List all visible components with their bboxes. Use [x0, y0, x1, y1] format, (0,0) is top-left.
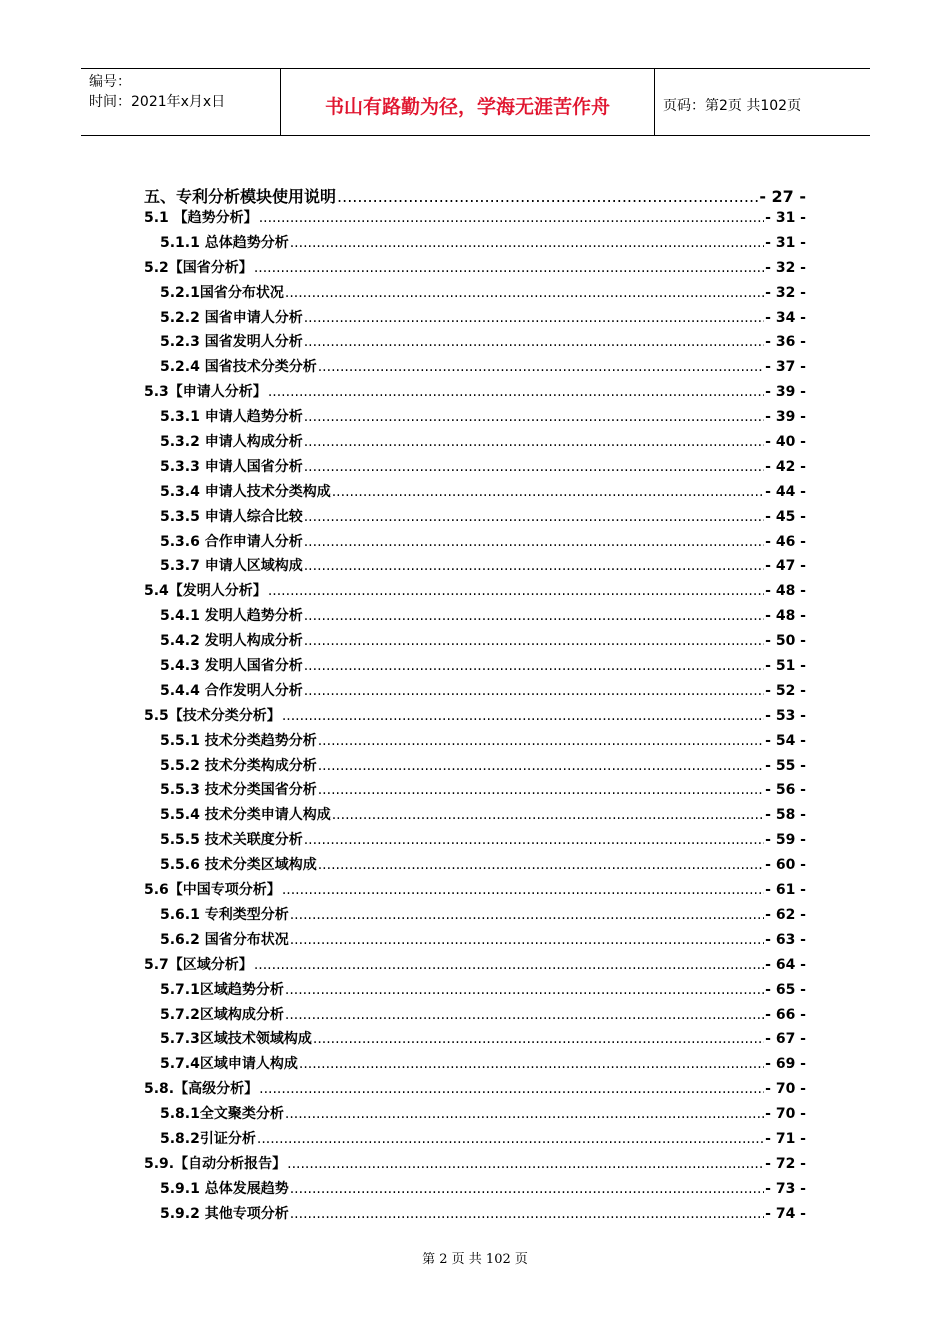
toc-entry-page: - 32 -	[765, 259, 806, 276]
toc-dot-leader	[282, 708, 764, 724]
toc-entry-page: - 61 -	[765, 882, 806, 899]
toc-entry-page: - 63 -	[765, 931, 806, 948]
toc-dot-leader	[304, 683, 764, 699]
toc-dot-leader	[304, 509, 764, 525]
toc-entry-title: 5.6.2 国省分布状况	[160, 931, 289, 948]
toc-dot-leader	[313, 1031, 764, 1047]
toc-entry-page: - 40 -	[765, 434, 806, 451]
toc-entry[interactable]	[144, 431, 806, 456]
toc-entry-page: - 34 -	[765, 309, 806, 326]
toc-entry[interactable]	[144, 1178, 806, 1203]
toc-dot-leader	[318, 782, 764, 798]
table-of-contents	[144, 184, 806, 1228]
toc-dot-leader	[337, 187, 758, 206]
toc-dot-leader	[304, 832, 764, 848]
toc-entry[interactable]	[144, 904, 806, 929]
toc-entry-title: 5.3.2 申请人构成分析	[160, 434, 303, 451]
toc-entry-title: 5.8.1全文聚类分析	[160, 1106, 284, 1123]
toc-entry-page: - 47 -	[765, 558, 806, 575]
toc-entry-page: - 70 -	[765, 1106, 806, 1123]
toc-dot-leader	[304, 558, 764, 574]
toc-entry[interactable]	[144, 954, 806, 979]
toc-dot-leader	[268, 384, 764, 400]
toc-dot-leader	[259, 1081, 764, 1097]
toc-entry[interactable]	[144, 207, 806, 232]
toc-entry[interactable]	[144, 1004, 806, 1029]
toc-entry-title: 5.5【技术分类分析】	[144, 707, 281, 724]
toc-entry-page: - 39 -	[765, 384, 806, 401]
toc-entry-page: - 62 -	[765, 906, 806, 923]
toc-dot-leader	[304, 409, 764, 425]
toc-entry-title: 5.3.5 申请人综合比较	[160, 508, 303, 525]
toc-entry-page: - 54 -	[765, 732, 806, 749]
toc-entry-title: 5.3.4 申请人技术分类构成	[160, 483, 331, 500]
toc-entry-title: 5.4【发明人分析】	[144, 583, 267, 600]
toc-entry[interactable]	[144, 879, 806, 904]
toc-entry[interactable]	[144, 456, 806, 481]
toc-entry-page: - 65 -	[765, 981, 806, 998]
toc-entry-title: 5.4.3 发明人国省分析	[160, 658, 303, 675]
toc-dot-leader	[268, 583, 764, 599]
toc-entry-title: 5.5.3 技术分类国省分析	[160, 782, 317, 799]
toc-dot-leader	[254, 260, 764, 276]
toc-entry[interactable]	[144, 1128, 806, 1153]
toc-entry-page: - 52 -	[765, 682, 806, 699]
toc-entry[interactable]	[144, 356, 806, 381]
toc-entry-page: - 50 -	[765, 633, 806, 650]
toc-dot-leader	[304, 334, 764, 350]
toc-dot-leader	[332, 484, 764, 500]
toc-entry-page: - 73 -	[765, 1180, 806, 1197]
toc-dot-leader	[282, 882, 764, 898]
toc-dot-leader	[318, 733, 764, 749]
toc-dot-leader	[290, 1206, 764, 1222]
toc-entry[interactable]	[144, 555, 806, 580]
toc-dot-leader	[318, 359, 764, 375]
toc-entry[interactable]	[144, 755, 806, 780]
toc-entry[interactable]	[144, 829, 806, 854]
header-motto: 书山有路勤为径，学海无涯苦作舟	[281, 69, 655, 135]
toc-dot-leader	[290, 1181, 764, 1197]
toc-entry-page: - 56 -	[765, 782, 806, 799]
toc-entry-page: - 70 -	[765, 1081, 806, 1098]
header-page-info: 页码：第2页 共102页	[663, 98, 802, 114]
page-footer: 第 2 页 共 102 页	[422, 1252, 528, 1267]
toc-entry-title: 5.3.6 合作申请人分析	[160, 533, 303, 550]
toc-entry[interactable]	[144, 506, 806, 531]
toc-dot-leader	[304, 658, 764, 674]
toc-entry-title: 5.3【申请人分析】	[144, 384, 267, 401]
toc-entry-title: 5.4.2 发明人构成分析	[160, 633, 303, 650]
toc-entry-title: 5.9.【自动分析报告】	[144, 1155, 287, 1172]
toc-dot-leader	[304, 310, 764, 326]
toc-entry[interactable]	[144, 282, 806, 307]
toc-entry-title: 5.3.1 申请人趋势分析	[160, 409, 303, 426]
document-date: 时间：2021年x月x日	[89, 94, 226, 110]
toc-dot-leader	[304, 633, 764, 649]
toc-entry-title: 5.5.1 技术分类趋势分析	[160, 732, 317, 749]
toc-dot-leader	[285, 285, 764, 301]
toc-entry-title: 5.5.6 技术分类区域构成	[160, 857, 317, 874]
toc-entry[interactable]	[144, 307, 806, 332]
toc-dot-leader	[318, 857, 764, 873]
toc-entry[interactable]	[144, 531, 806, 556]
toc-entry[interactable]	[144, 381, 806, 406]
toc-dot-leader	[259, 210, 764, 226]
document-number-label: 编号：	[89, 74, 131, 90]
toc-entry[interactable]	[144, 580, 806, 605]
toc-entry-page: - 27 -	[759, 187, 806, 206]
toc-entry-title: 5.9.1 总体发展趋势	[160, 1180, 289, 1197]
toc-entry-title: 5.4.1 发明人趋势分析	[160, 608, 303, 625]
toc-entry-page: - 46 -	[765, 533, 806, 550]
toc-entry-title: 5.7.4区域申请人构成	[160, 1056, 298, 1073]
toc-dot-leader	[304, 608, 764, 624]
toc-dot-leader	[304, 459, 764, 475]
toc-entry-title: 5.2.1国省分布状况	[160, 284, 284, 301]
toc-entry-page: - 42 -	[765, 458, 806, 475]
toc-dot-leader	[257, 1131, 764, 1147]
toc-entry[interactable]	[144, 1103, 806, 1128]
toc-entry-title: 5.2.4 国省技术分类分析	[160, 359, 317, 376]
toc-entry[interactable]	[144, 705, 806, 730]
toc-entry[interactable]	[144, 854, 806, 879]
toc-entry-title: 5.4.4 合作发明人分析	[160, 682, 303, 699]
toc-entry-title: 五、专利分析模块使用说明	[144, 187, 337, 206]
toc-entry-title: 5.5.5 技术关联度分析	[160, 832, 303, 849]
toc-entry[interactable]	[144, 680, 806, 705]
toc-entry-title: 5.6.1 专利类型分析	[160, 906, 289, 923]
toc-entry-title: 5.7【区域分析】	[144, 956, 253, 973]
page-header	[81, 68, 870, 136]
toc-dot-leader	[304, 534, 764, 550]
toc-entry-page: - 48 -	[765, 608, 806, 625]
toc-entry[interactable]	[144, 1028, 806, 1053]
toc-entry-page: - 64 -	[765, 956, 806, 973]
toc-entry[interactable]	[144, 184, 806, 206]
toc-entry-page: - 32 -	[765, 284, 806, 301]
toc-entry-page: - 51 -	[765, 658, 806, 675]
toc-entry[interactable]	[144, 1203, 806, 1228]
header-left-cell	[81, 69, 281, 135]
toc-dot-leader	[254, 957, 764, 973]
toc-entry-title: 5.8.2引证分析	[160, 1130, 256, 1147]
toc-entry-page: - 74 -	[765, 1205, 806, 1222]
toc-entry[interactable]	[144, 331, 806, 356]
toc-entry-title: 5.7.2区域构成分析	[160, 1006, 284, 1023]
toc-entry[interactable]	[144, 804, 806, 829]
toc-entry[interactable]	[144, 605, 806, 630]
toc-entry[interactable]	[144, 630, 806, 655]
toc-entry-page: - 31 -	[765, 234, 806, 251]
toc-entry[interactable]	[144, 406, 806, 431]
toc-entry-title: 5.7.3区域技术领域构成	[160, 1031, 312, 1048]
toc-entry[interactable]	[144, 1053, 806, 1078]
toc-entry-page: - 39 -	[765, 409, 806, 426]
toc-entry-title: 5.6【中国专项分析】	[144, 882, 281, 899]
toc-entry[interactable]	[144, 232, 806, 257]
toc-entry-page: - 36 -	[765, 334, 806, 351]
toc-entry-title: 5.1 【趋势分析】	[144, 210, 258, 226]
toc-entry-title: 5.5.2 技术分类构成分析	[160, 757, 317, 774]
toc-entry-title: 5.2.2 国省申请人分析	[160, 309, 303, 326]
toc-entry-title: 5.1.1 总体趋势分析	[160, 234, 289, 251]
toc-entry-page: - 59 -	[765, 832, 806, 849]
toc-dot-leader	[299, 1056, 764, 1072]
toc-entry-page: - 53 -	[765, 707, 806, 724]
toc-entry-page: - 67 -	[765, 1031, 806, 1048]
toc-entry-title: 5.9.2 其他专项分析	[160, 1205, 289, 1222]
toc-dot-leader	[290, 907, 764, 923]
toc-dot-leader	[304, 434, 764, 450]
toc-entry-title: 5.2.3 国省发明人分析	[160, 334, 303, 351]
toc-entry-page: - 45 -	[765, 508, 806, 525]
toc-entry-page: - 71 -	[765, 1130, 806, 1147]
toc-entry-title: 5.5.4 技术分类申请人构成	[160, 807, 331, 824]
toc-dot-leader	[290, 932, 764, 948]
toc-entry-page: - 66 -	[765, 1006, 806, 1023]
toc-entry[interactable]	[144, 481, 806, 506]
toc-entry-page: - 44 -	[765, 483, 806, 500]
toc-dot-leader	[285, 1007, 764, 1023]
toc-dot-leader	[287, 1156, 764, 1172]
toc-entry-page: - 48 -	[765, 583, 806, 600]
toc-entry-page: - 72 -	[765, 1155, 806, 1172]
toc-entry-page: - 37 -	[765, 359, 806, 376]
toc-entry[interactable]	[144, 730, 806, 755]
toc-entry[interactable]	[144, 1153, 806, 1178]
toc-entry-title: 5.7.1区域趋势分析	[160, 981, 284, 998]
toc-entry-page: - 69 -	[765, 1056, 806, 1073]
toc-entry[interactable]	[144, 655, 806, 680]
toc-dot-leader	[332, 807, 764, 823]
toc-entry[interactable]	[144, 979, 806, 1004]
toc-entry[interactable]	[144, 779, 806, 804]
toc-dot-leader	[290, 235, 764, 251]
toc-entry-title: 5.3.7 申请人区域构成	[160, 558, 303, 575]
toc-entry[interactable]	[144, 257, 806, 282]
toc-entry[interactable]	[144, 929, 806, 954]
toc-entry-title: 5.2【国省分析】	[144, 259, 253, 276]
toc-dot-leader	[318, 758, 764, 774]
toc-entry-title: 5.3.3 申请人国省分析	[160, 458, 303, 475]
toc-dot-leader	[285, 1106, 764, 1122]
toc-entry-page: - 58 -	[765, 807, 806, 824]
toc-dot-leader	[285, 982, 764, 998]
toc-entry-page: - 55 -	[765, 757, 806, 774]
toc-entry-page: - 31 -	[765, 210, 806, 226]
toc-entry-page: - 60 -	[765, 857, 806, 874]
toc-entry[interactable]	[144, 1078, 806, 1103]
toc-entry-title: 5.8.【高级分析】	[144, 1081, 259, 1098]
